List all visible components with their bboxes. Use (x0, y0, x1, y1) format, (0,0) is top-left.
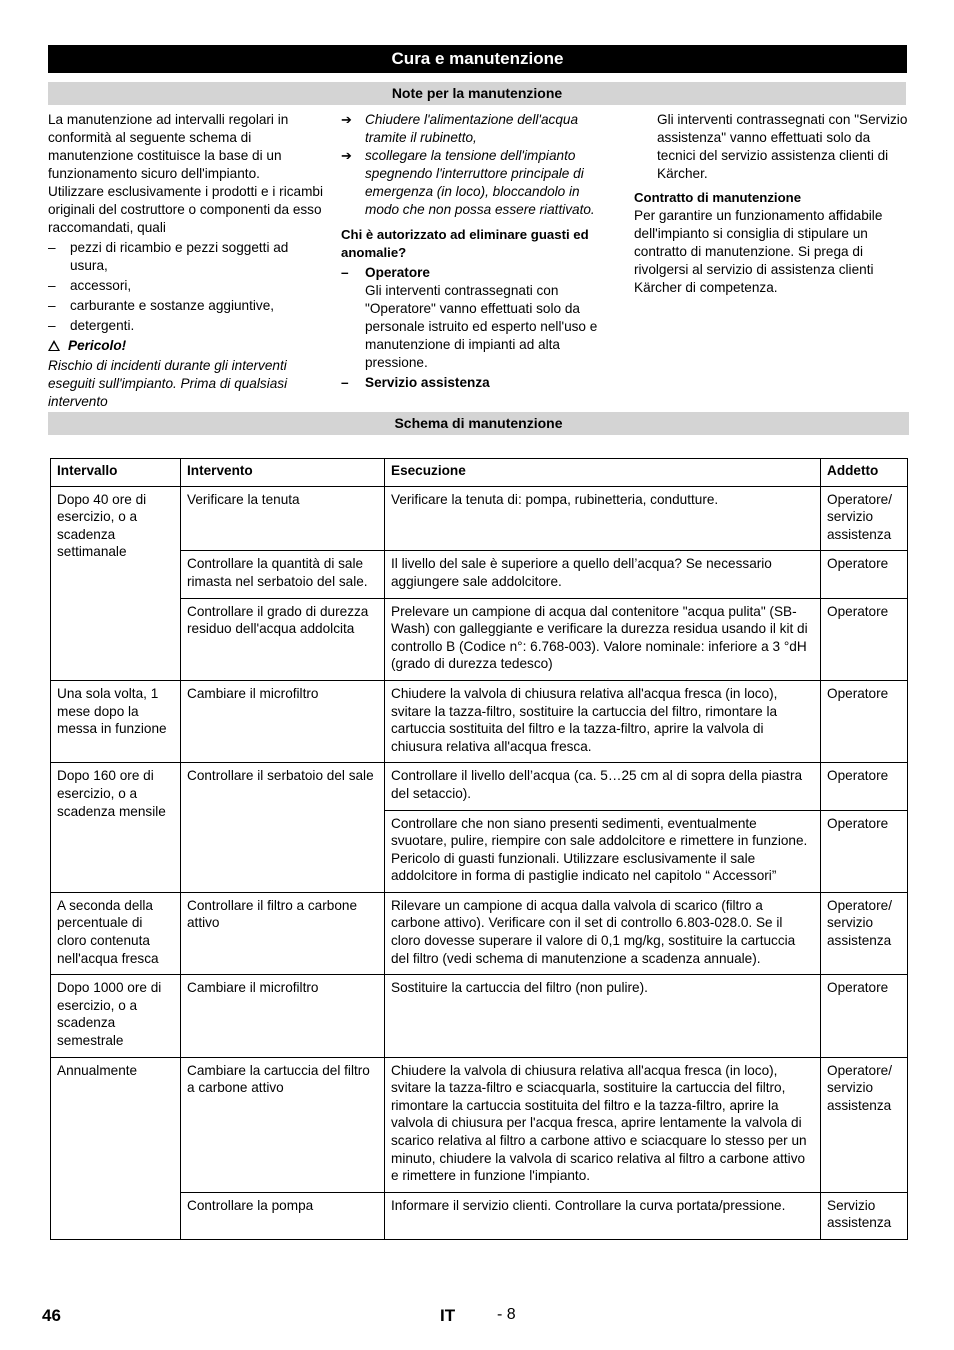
intervento-cell: Cambiare il microfiltro (181, 680, 385, 762)
section-page: - 8 (497, 1306, 516, 1323)
column-header: Esecuzione (385, 459, 821, 487)
addetto-cell: Servizio assistenza (821, 1192, 908, 1239)
esecuzione-cell: Rilevare un campione di acqua dalla valvola di scarico (filtro a carbone attivo). Verificare con il set di controllo 6.803-028.0. Se il cloro dovesse superare il valore di 0,1 mg/kg, sostituire la cartuccia del filtro (vedi schema di manutenzione a scadenza annuale). (385, 892, 821, 974)
intervento-cell: Cambiare il microfiltro (181, 975, 385, 1057)
interval-cell: Dopo 160 ore di esercizio, o a scadenza mensile (51, 763, 181, 893)
intervento-cell: Controllare il grado di durezza residuo dell'acqua addolcita (181, 598, 385, 680)
table-row (51, 1057, 908, 1192)
intervento-cell: Cambiare la cartuccia del filtro a carbone attivo (181, 1057, 385, 1192)
language-code: IT (440, 1306, 456, 1325)
addetto-cell: Operatore (821, 680, 908, 762)
interval-cell: A seconda della percentuale di cloro contenuta nell'acqua fresca (51, 892, 181, 974)
intervento-cell: Controllare la quantità di sale rimasta nel serbatoio del sale. (181, 551, 385, 598)
interval-cell: Dopo 40 ore di esercizio, o a scadenza settimanale (51, 486, 181, 680)
arrow-right-icon: ➔ (341, 148, 352, 163)
operator-text: Gli interventi contrassegnati con "Operatore" vanno effettuati solo da personale istruito ed esperto nell'uso e manutenzione di impianti ad alta pressione. (365, 283, 598, 370)
column-3 (634, 111, 909, 297)
column-header: Addetto (821, 459, 908, 487)
section-title: Cura e manutenzione (48, 45, 907, 73)
parts-paragraph: Utilizzare esclusivamente i prodotti e i ricambi originali del costruttore o componenti da esso raccomandati, quali (48, 184, 323, 235)
table-row (51, 975, 908, 1057)
addetto-cell: Operatore/ servizio assistenza (821, 892, 908, 974)
addetto-cell: Operatore/ servizio assistenza (821, 1057, 908, 1192)
list-item: – carburante e sostanze aggiuntive, (48, 297, 326, 315)
interval-cell: Una sola volta, 1 mese dopo la messa in funzione (51, 680, 181, 762)
notes-heading: Note per la manutenzione (48, 82, 906, 105)
interval-cell: Annualmente (51, 1057, 181, 1239)
maintenance-table (50, 458, 908, 1240)
column-1 (48, 111, 326, 411)
table-row (51, 763, 908, 810)
action-item: ➔ Chiudere l'alimentazione dell'acqua tramite il rubinetto, (341, 112, 579, 145)
esecuzione-cell: Prelevare un campione di acqua dal contenitore "acqua pulita" (SB-Wash) con galleggiante e verificare la durezza residua usando il kit di controllo B (Codice n°: 6.768-003). Valore nominale: inferiore a 3 °dH (grado di durezza tedesco) (385, 598, 821, 680)
esecuzione-cell: Controllare che non siano presenti sedimenti, eventualmente svuotare, pulire, riempire con sale addolcitore e rimettere in funzione. Pericolo di guasti funzionali. Utilizzare esclusivamente il sale addolcitore in forma di pastiglie indicato nel capitolo “ Accessori” (385, 810, 821, 892)
who-heading: Chi è autorizzato ad eliminare guasti ed anomalie? (341, 227, 589, 260)
esecuzione-cell: Verificare la tenuta di: pompa, rubinetteria, condutture. (385, 486, 821, 551)
warning-text: Rischio di incidenti durante gli interventi eseguiti sull'impianto. Prima di qualsiasi intervento (48, 358, 288, 409)
intervento-cell: Verificare la tenuta (181, 486, 385, 551)
operator-label: – Operatore (341, 264, 617, 282)
page-number: 46 (42, 1306, 61, 1325)
esecuzione-cell: Chiudere la valvola di chiusura relativa all'acqua fresca (in loco), svitare la tazza-filtro, sostituire la cartuccia del filtro, rimontare la cartuccia sostituita del filtro e la tazza-filtro, aprire la valvola di chiusura relativa all'acqua fresca. (385, 680, 821, 762)
addetto-cell: Operatore (821, 975, 908, 1057)
service-text: Gli interventi contrassegnati con "Servizio assistenza" vanno effettuati solo da tecnici del servizio assistenza clienti di Kärcher. (657, 112, 908, 181)
action-item: ➔ scollegare la tensione dell'impianto spegnendo l'interruttore principale di emergenza (in loco), bloccandolo in modo che non possa essere riattivato. (341, 148, 595, 217)
esecuzione-cell: Controllare il livello dell’acqua (ca. 5…25 cm al di sopra della piastra del setaccio). (385, 763, 821, 810)
table-row (51, 486, 908, 551)
list-item: – detergenti. (48, 317, 326, 335)
column-header: Intervento (181, 459, 385, 487)
warning-triangle-icon (48, 340, 60, 351)
table-header-row (51, 459, 908, 487)
arrow-right-icon: ➔ (341, 112, 352, 127)
addetto-cell: Operatore (821, 598, 908, 680)
esecuzione-cell: Chiudere la valvola di chiusura relativa all'acqua fresca (in loco), svitare la tazza-filtro e sciacquarla, sostituire la cartuccia del filtro, rimontare la cartuccia sostituita del filtro e la tazza-filtro, aprire la valvola di chiusura per l'acqua fresca, aprire lentamente la valvola di scarico relativa al filtro a carbone attivo e sciacquare lo stesso per un minuto, chiudere la valvola di scarico relativa al filtro a carbone attivo e rimettere in funzione l'impianto. (385, 1057, 821, 1192)
intervento-cell: Controllare il filtro a carbone attivo (181, 892, 385, 974)
contract-heading: Contratto di manutenzione (634, 190, 802, 205)
table-row (51, 892, 908, 974)
list-item: – accessori, (48, 277, 326, 295)
interval-cell: Dopo 1000 ore di esercizio, o a scadenza semestrale (51, 975, 181, 1057)
column-2 (341, 111, 617, 392)
list-item: – pezzi di ricambio e pezzi soggetti ad usura, (48, 239, 326, 275)
addetto-cell: Operatore/ servizio assistenza (821, 486, 908, 551)
addetto-cell: Operatore (821, 551, 908, 598)
intervento-cell: Controllare la pompa (181, 1192, 385, 1239)
column-header: Intervallo (51, 459, 181, 487)
schema-heading: Schema di manutenzione (48, 412, 909, 435)
intervento-cell: Controllare il serbatoio del sale (181, 763, 385, 893)
addetto-cell: Operatore (821, 810, 908, 892)
warning-heading: Pericolo! (48, 337, 326, 355)
esecuzione-cell: Il livello del sale è superiore a quello dell’acqua? Se necessario aggiungere sale addolcitore. (385, 551, 821, 598)
esecuzione-cell: Informare il servizio clienti. Controllare la curva portata/pressione. (385, 1192, 821, 1239)
contract-text: Per garantire un funzionamento affidabile dell'impianto si consiglia di stipulare un contratto di manutenzione. Si prega di rivolgersi al servizio di assistenza clienti Kärcher di competenza. (634, 208, 883, 295)
esecuzione-cell: Sostituire la cartuccia del filtro (non pulire). (385, 975, 821, 1057)
table-row (51, 680, 908, 762)
intro-paragraph: La manutenzione ad intervalli regolari in conformità al seguente schema di manutenzione costituisce la base di un funzionamento sicuro dell'impianto. (48, 112, 289, 181)
service-label: – Servizio assistenza (341, 374, 617, 392)
addetto-cell: Operatore (821, 763, 908, 810)
